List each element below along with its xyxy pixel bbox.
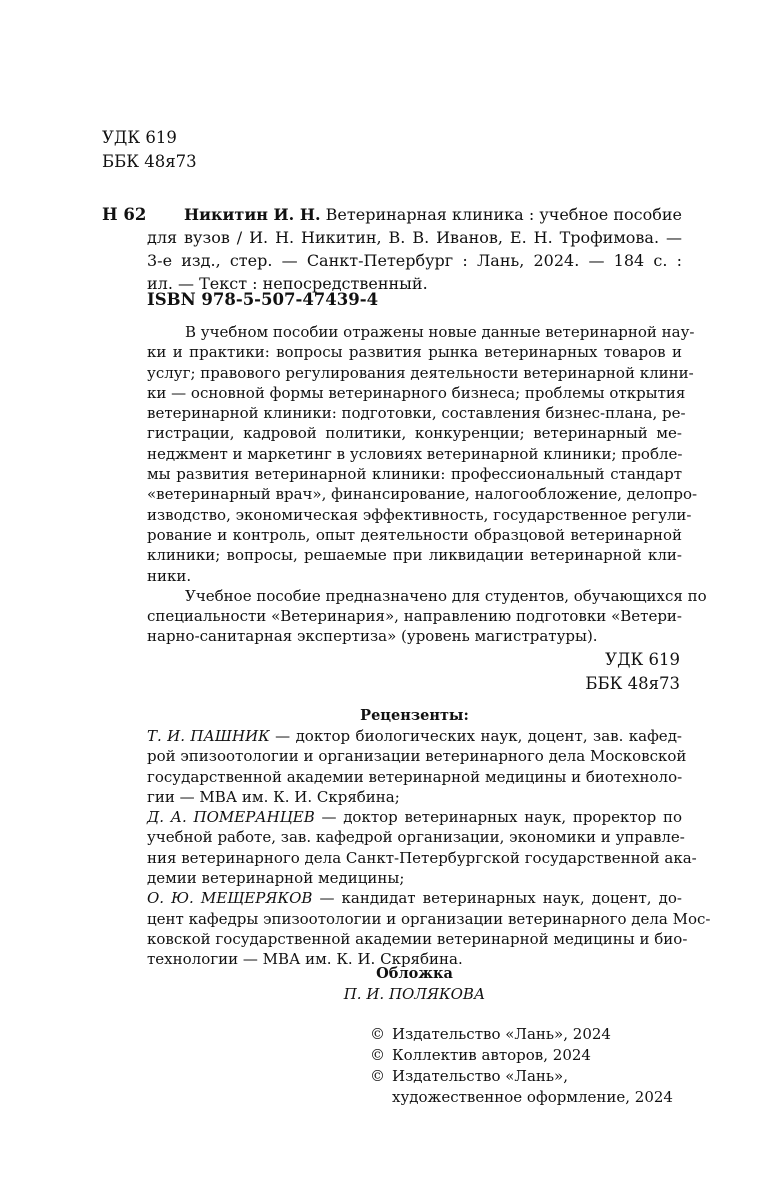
- copyright-line: © Коллектив авторов, 2024: [370, 1046, 591, 1064]
- catalog-line-3: 3-е изд., стер. — Санкт-Петербург : Лань, 2024. — 184 с. :: [147, 251, 682, 270]
- annotation-line: нарно-санитарная экспертиза» (уровень магистратуры).: [147, 627, 598, 646]
- annotation-line: ники.: [147, 566, 192, 585]
- reviewer-2-line: Д. А. ПОМЕРАНЦЕВ — доктор ветеринарных наук, проректор по: [147, 808, 682, 827]
- reviewer-1-line: гии — МВА им. К. И. Скрябина;: [147, 787, 400, 806]
- reviewer-3-name: О. Ю. МЕЩЕРЯКОВ: [147, 889, 313, 908]
- annotation-line: услуг; правового регулирования деятельности ветеринарной клини-: [147, 363, 694, 382]
- udk-code: УДК 619: [102, 128, 177, 147]
- catalog-line-4: ил. — Текст : непосредственный.: [147, 274, 428, 293]
- annotation-line: В учебном пособии отражены новые данные ветеринарной нау-: [185, 323, 695, 341]
- bbk-code: ББК 48я73: [102, 152, 197, 171]
- annotation-line: «ветеринарный врач», финансирование, налогообложение, делопро-: [147, 485, 698, 504]
- reviewer-2-line: демии ветеринарной медицины;: [147, 869, 405, 888]
- reviewer-1-line: государственной академии ветеринарной медицины и биотехноло-: [147, 767, 683, 786]
- copyright-icon: ©: [370, 1067, 385, 1085]
- udk-block-top: [102, 126, 197, 174]
- isbn: ISBN 978-5-507-47439-4: [147, 290, 379, 309]
- reviewer-1-line: рой эпизоотологии и организации ветеринарного дела Московской: [147, 747, 687, 766]
- annotation-line: ветеринарной клиники: подготовки, составления бизнес-плана, ре-: [147, 404, 686, 423]
- annotation-line: клиники; вопросы, решаемые при ликвидации ветеринарной кли-: [147, 546, 682, 565]
- copyright-line: © Издательство «Лань»,: [370, 1067, 569, 1085]
- bbk-code: ББК 48я73: [585, 674, 680, 693]
- copyright-block: [370, 1024, 673, 1108]
- udk-block-right: [585, 648, 680, 696]
- reviewers-list: [147, 726, 711, 970]
- reviewer-2-line: учебной работе, зав. кафедрой организации, экономики и управле-: [147, 828, 685, 847]
- copyright-line: © Издательство «Лань», 2024: [370, 1025, 611, 1043]
- annotation-line: гистрации, кадровой политики, конкуренции; ветеринарный ме-: [147, 424, 682, 443]
- catalog-line-1: Никитин И. Н. Ветеринарная клиника : учебное пособие: [184, 205, 682, 224]
- reviewer-1-name: Т. И. ПАШНИК: [147, 727, 270, 745]
- reviewer-2-name: Д. А. ПОМЕРАНЦЕВ: [147, 808, 315, 827]
- annotation-line: рование и контроль, опыт деятельности образцовой ветеринарной: [147, 525, 682, 544]
- annotation-line: ки — основной формы ветеринарного бизнеса; проблемы открытия: [147, 383, 686, 402]
- copyright-icon: ©: [370, 1025, 385, 1043]
- annotation-line: мы развития ветеринарной клиники: профессиональный стандарт: [147, 465, 682, 484]
- reviewer-3-line: О. Ю. МЕЩЕРЯКОВ — кандидат ветеринарных наук, доцент, до-: [147, 889, 682, 908]
- annotation: [147, 322, 707, 647]
- reviewer-3-line: технологии — МВА им. К. И. Скрябина.: [147, 950, 463, 969]
- cover-title: Обложка: [376, 965, 453, 982]
- reviewer-3-line: ковской государственной академии ветеринарной медицины и био-: [147, 929, 688, 948]
- copyright-icon: ©: [370, 1046, 385, 1064]
- cover-artist: П. И. ПОЛЯКОВА: [343, 985, 486, 1003]
- reviewer-2-line: ния ветеринарного дела Санкт-Петербургской государственной ака-: [147, 848, 697, 867]
- reviewer-3-line: цент кафедры эпизоотологии и организации ветеринарного дела Мос-: [147, 909, 711, 928]
- author-mark: Н 62: [102, 205, 147, 224]
- annotation-line: специальности «Ветеринария», направлению подготовки «Ветери-: [147, 607, 682, 626]
- udk-code: УДК 619: [605, 650, 680, 669]
- annotation-line: Учебное пособие предназначено для студентов, обучающихся по: [185, 586, 707, 605]
- catalog-author: Никитин И. Н.: [184, 205, 321, 224]
- annotation-line: изводство, экономическая эффективность, государственное регули-: [147, 505, 692, 524]
- reviewers-title: Рецензенты:: [360, 707, 469, 724]
- catalog-line-2: для вузов / И. Н. Никитин, В. В. Иванов, Е. Н. Трофимова. —: [147, 228, 682, 247]
- reviewer-1-line: Т. И. ПАШНИК — доктор биологических наук, доцент, зав. кафед-: [147, 727, 682, 745]
- annotation-line: неджмент и маркетинг в условиях ветеринарной клиники; пробле-: [147, 444, 683, 463]
- catalog-entry: [147, 203, 682, 295]
- annotation-line: ки и практики: вопросы развития рынка ветеринарных товаров и: [147, 343, 682, 362]
- copyright-line-cont: художественное оформление, 2024: [392, 1088, 673, 1106]
